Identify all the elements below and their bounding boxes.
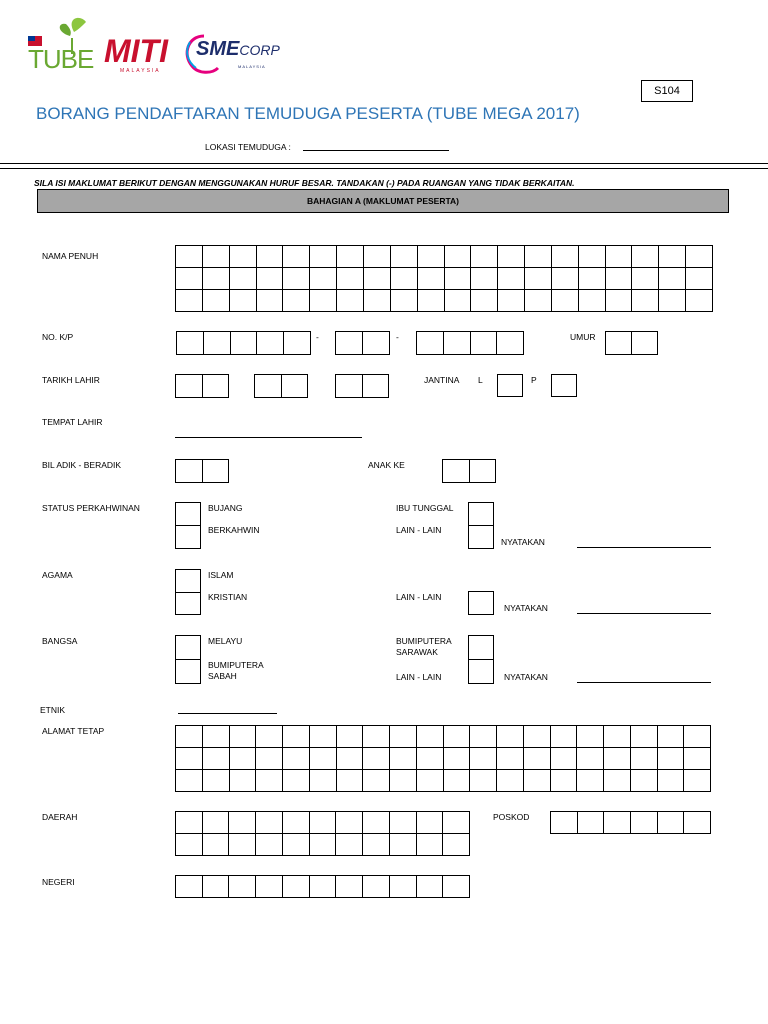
char-box[interactable] — [552, 246, 579, 268]
char-box[interactable] — [471, 268, 498, 290]
no-kp-dash-2: - — [396, 332, 399, 342]
char-box[interactable] — [230, 726, 257, 748]
char-box[interactable] — [632, 332, 658, 355]
char-box[interactable] — [363, 375, 390, 398]
char-box[interactable] — [336, 834, 363, 856]
char-box[interactable] — [176, 375, 203, 398]
jantina-l-checkbox[interactable] — [497, 374, 523, 397]
status-label: STATUS PERKAHWINAN — [42, 503, 140, 513]
tarikh-lahir-label: TARIKH LAHIR — [42, 375, 100, 385]
char-box[interactable] — [497, 332, 524, 355]
char-box[interactable] — [525, 246, 552, 268]
char-box[interactable] — [604, 726, 631, 748]
bangsa-label: BANGSA — [42, 636, 78, 646]
status-nyatakan-label: NYATAKAN — [501, 537, 545, 547]
char-box[interactable] — [283, 290, 310, 312]
form-title: BORANG PENDAFTARAN TEMUDUGA PESERTA (TUBE MEGA 2017) — [36, 104, 580, 123]
char-box[interactable] — [577, 748, 604, 770]
char-box[interactable] — [417, 726, 444, 748]
char-box[interactable] — [631, 770, 658, 792]
miti-logo — [104, 34, 180, 74]
char-box[interactable] — [283, 834, 310, 856]
char-box[interactable] — [230, 246, 257, 268]
corp-text: CORP — [239, 42, 280, 58]
char-box[interactable] — [579, 290, 606, 312]
char-box[interactable] — [363, 812, 390, 834]
etnik-input[interactable] — [178, 713, 277, 714]
char-box[interactable] — [686, 290, 713, 312]
char-box[interactable] — [418, 246, 445, 268]
char-box[interactable] — [470, 748, 497, 770]
char-box[interactable] — [336, 812, 363, 834]
negeri-grid[interactable] — [175, 875, 470, 898]
char-box[interactable] — [606, 290, 633, 312]
char-box[interactable] — [390, 726, 417, 748]
char-box[interactable] — [229, 876, 256, 898]
bujang-label: BUJANG — [208, 503, 243, 513]
char-box[interactable] — [230, 290, 257, 312]
no-kp-grid-1[interactable] — [176, 331, 311, 355]
agama-lain-checkbox[interactable] — [468, 591, 494, 615]
char-box[interactable] — [204, 332, 231, 355]
char-box[interactable] — [498, 290, 525, 312]
char-box[interactable] — [577, 726, 604, 748]
agama-label: AGAMA — [42, 570, 73, 580]
nama-penuh-grid[interactable] — [175, 245, 713, 312]
char-box[interactable] — [203, 726, 230, 748]
char-box[interactable] — [470, 726, 497, 748]
char-box[interactable] — [445, 246, 472, 268]
alamat-label: ALAMAT TETAP — [42, 726, 105, 736]
char-box[interactable] — [632, 290, 659, 312]
char-box[interactable] — [176, 268, 203, 290]
char-box[interactable] — [524, 748, 551, 770]
char-box[interactable] — [606, 246, 633, 268]
char-box[interactable] — [552, 290, 579, 312]
char-box[interactable] — [337, 290, 364, 312]
char-box[interactable] — [176, 812, 203, 834]
char-box[interactable] — [684, 812, 711, 834]
tube-logo — [26, 14, 102, 74]
no-kp-grid-3[interactable] — [416, 331, 524, 355]
tube-text: TUBE — [28, 44, 94, 74]
section-title: BAHAGIAN A (MAKLUMAT PESERTA) — [306, 196, 460, 206]
berkahwin-checkbox[interactable] — [175, 525, 201, 549]
nama-penuh-label: NAMA PENUH — [42, 251, 99, 261]
char-box[interactable] — [444, 332, 471, 355]
char-box[interactable] — [659, 268, 686, 290]
char-box[interactable] — [631, 812, 658, 834]
char-box[interactable] — [310, 876, 337, 898]
char-box[interactable] — [283, 726, 310, 748]
melayu-checkbox[interactable] — [175, 635, 201, 660]
char-box[interactable] — [417, 332, 444, 355]
tarikh-tahun-grid[interactable] — [335, 374, 389, 398]
ibu-tunggal-label: IBU TUNGGAL — [396, 503, 454, 513]
char-box[interactable] — [230, 748, 257, 770]
char-box[interactable] — [579, 246, 606, 268]
kristian-label: KRISTIAN — [208, 592, 248, 602]
char-box[interactable] — [256, 770, 283, 792]
char-box[interactable] — [363, 834, 390, 856]
char-box[interactable] — [203, 246, 230, 268]
char-box[interactable] — [471, 246, 498, 268]
jantina-label: JANTINA — [424, 375, 460, 385]
char-box[interactable] — [391, 290, 418, 312]
char-box[interactable] — [524, 726, 551, 748]
char-box[interactable] — [659, 246, 686, 268]
islam-checkbox[interactable] — [175, 569, 201, 593]
char-box[interactable] — [310, 770, 337, 792]
char-box[interactable] — [257, 246, 284, 268]
bumi-sabah-label: BUMIPUTERA SABAH — [208, 660, 264, 681]
char-box[interactable] — [364, 246, 391, 268]
char-box[interactable] — [417, 876, 444, 898]
agama-lain-label: LAIN - LAIN — [396, 592, 442, 602]
char-box[interactable] — [606, 332, 632, 355]
instruction-text: SILA ISI MAKLUMAT BERIKUT DENGAN MENGGUNAKAN HURUF BESAR. TANDAKAN (-) PADA RUANGAN YANG TIDAK BERKAITAN. — [34, 178, 575, 188]
char-box[interactable] — [256, 876, 283, 898]
char-box[interactable] — [203, 834, 230, 856]
tarikh-bulan-grid[interactable] — [254, 374, 308, 398]
char-box[interactable] — [310, 726, 337, 748]
char-box[interactable] — [525, 290, 552, 312]
char-box[interactable] — [364, 268, 391, 290]
char-box[interactable] — [444, 726, 471, 748]
char-box[interactable] — [229, 812, 256, 834]
daerah-label: DAERAH — [42, 812, 78, 822]
char-box[interactable] — [176, 770, 203, 792]
char-box[interactable] — [283, 748, 310, 770]
no-kp-dash-1: - — [316, 332, 319, 342]
char-box[interactable] — [390, 748, 417, 770]
poskod-label: POSKOD — [493, 812, 530, 822]
char-box[interactable] — [445, 290, 472, 312]
char-box[interactable] — [337, 268, 364, 290]
char-box[interactable] — [497, 748, 524, 770]
umur-grid[interactable] — [605, 331, 658, 355]
char-box[interactable] — [497, 726, 524, 748]
berkahwin-label: BERKAHWIN — [208, 525, 260, 535]
char-box[interactable] — [604, 748, 631, 770]
char-box[interactable] — [658, 726, 685, 748]
char-box[interactable] — [631, 748, 658, 770]
char-box[interactable] — [282, 375, 309, 398]
bangsa-nyatakan-label: NYATAKAN — [504, 672, 548, 682]
char-box[interactable] — [336, 375, 363, 398]
char-box[interactable] — [551, 770, 578, 792]
char-box[interactable] — [363, 876, 390, 898]
char-box[interactable] — [659, 290, 686, 312]
char-box[interactable] — [336, 876, 363, 898]
char-box[interactable] — [310, 834, 337, 856]
char-box[interactable] — [310, 268, 337, 290]
char-box[interactable] — [686, 268, 713, 290]
char-box[interactable] — [176, 460, 203, 483]
char-box[interactable] — [443, 460, 470, 483]
jantina-l-label: L — [478, 375, 483, 385]
char-box[interactable] — [336, 332, 363, 355]
char-box[interactable] — [363, 748, 390, 770]
char-box[interactable] — [498, 246, 525, 268]
char-box[interactable] — [230, 268, 257, 290]
char-box[interactable] — [551, 726, 578, 748]
char-box[interactable] — [176, 246, 203, 268]
char-box[interactable] — [229, 834, 256, 856]
char-box[interactable] — [443, 876, 470, 898]
char-box[interactable] — [417, 748, 444, 770]
char-box[interactable] — [443, 812, 470, 834]
char-box[interactable] — [231, 332, 258, 355]
status-lain-checkbox[interactable] — [468, 525, 494, 549]
char-box[interactable] — [684, 726, 711, 748]
bangsa-lain-checkbox[interactable] — [468, 659, 494, 684]
char-box[interactable] — [470, 770, 497, 792]
char-box[interactable] — [391, 246, 418, 268]
daerah-grid[interactable] — [175, 811, 470, 856]
char-box[interactable] — [363, 726, 390, 748]
char-box[interactable] — [203, 770, 230, 792]
tempat-lahir-input[interactable] — [175, 437, 362, 438]
char-box[interactable] — [310, 246, 337, 268]
bumi-sabah-checkbox[interactable] — [175, 659, 201, 684]
char-box[interactable] — [390, 812, 417, 834]
char-box[interactable] — [310, 290, 337, 312]
char-box[interactable] — [445, 268, 472, 290]
char-box[interactable] — [578, 812, 605, 834]
char-box[interactable] — [443, 834, 470, 856]
status-lain-label: LAIN - LAIN — [396, 525, 442, 535]
char-box[interactable] — [579, 268, 606, 290]
char-box[interactable] — [364, 290, 391, 312]
char-box[interactable] — [230, 770, 257, 792]
negeri-label: NEGERI — [42, 877, 75, 887]
jantina-p-checkbox[interactable] — [551, 374, 577, 397]
islam-label: ISLAM — [208, 570, 234, 580]
char-box[interactable] — [658, 770, 685, 792]
smecorp-logo — [182, 32, 286, 76]
char-box[interactable] — [390, 876, 417, 898]
char-box[interactable] — [577, 770, 604, 792]
kristian-checkbox[interactable] — [175, 592, 201, 615]
char-box[interactable] — [606, 268, 633, 290]
char-box[interactable] — [684, 770, 711, 792]
form-code: S104 — [654, 85, 680, 97]
char-box[interactable] — [471, 290, 498, 312]
ibu-tunggal-checkbox[interactable] — [468, 502, 494, 526]
char-box[interactable] — [632, 268, 659, 290]
lokasi-label: LOKASI TEMUDUGA : — [205, 142, 291, 152]
char-box[interactable] — [632, 246, 659, 268]
char-box[interactable] — [337, 726, 364, 748]
char-box[interactable] — [203, 375, 230, 398]
lokasi-input[interactable] — [303, 150, 449, 151]
char-box[interactable] — [203, 876, 230, 898]
umur-label: UMUR — [570, 332, 596, 342]
bumi-sarawak-label: BUMIPUTERA SARAWAK — [396, 636, 452, 657]
char-box[interactable] — [256, 834, 283, 856]
char-box[interactable] — [390, 834, 417, 856]
char-box[interactable] — [176, 748, 203, 770]
char-box[interactable] — [525, 268, 552, 290]
char-box[interactable] — [257, 268, 284, 290]
char-box[interactable] — [337, 748, 364, 770]
char-box[interactable] — [470, 460, 497, 483]
tempat-lahir-label: TEMPAT LAHIR — [42, 417, 103, 427]
char-box[interactable] — [631, 726, 658, 748]
char-box[interactable] — [256, 812, 283, 834]
char-box[interactable] — [255, 375, 282, 398]
char-box[interactable] — [177, 332, 204, 355]
char-box[interactable] — [337, 770, 364, 792]
char-box[interactable] — [203, 812, 230, 834]
char-box[interactable] — [551, 812, 578, 834]
form-code-box — [641, 80, 693, 102]
char-box[interactable] — [658, 812, 685, 834]
char-box[interactable] — [203, 460, 230, 483]
jantina-p-label: P — [531, 375, 537, 385]
char-box[interactable] — [418, 268, 445, 290]
char-box[interactable] — [283, 268, 310, 290]
char-box[interactable] — [256, 726, 283, 748]
char-box[interactable] — [417, 834, 444, 856]
char-box[interactable] — [176, 876, 203, 898]
char-box[interactable] — [203, 748, 230, 770]
etnik-label: ETNIK — [40, 705, 66, 715]
agama-nyatakan-input[interactable] — [577, 613, 711, 614]
char-box[interactable] — [391, 268, 418, 290]
char-box[interactable] — [444, 770, 471, 792]
char-box[interactable] — [284, 332, 311, 355]
char-box[interactable] — [417, 770, 444, 792]
anak-ke-label: ANAK KE — [368, 460, 405, 470]
char-box[interactable] — [498, 268, 525, 290]
bil-adik-label: BIL ADIK - BERADIK — [42, 460, 122, 470]
bil-adik-grid[interactable] — [175, 459, 229, 483]
char-box[interactable] — [444, 748, 471, 770]
poskod-grid[interactable] — [550, 811, 711, 834]
char-box[interactable] — [551, 748, 578, 770]
char-box[interactable] — [176, 290, 203, 312]
divider — [0, 163, 768, 164]
char-box[interactable] — [363, 770, 390, 792]
char-box[interactable] — [658, 748, 685, 770]
char-box[interactable] — [203, 268, 230, 290]
tarikh-hari-grid[interactable] — [175, 374, 229, 398]
char-box[interactable] — [471, 332, 498, 355]
char-box[interactable] — [604, 770, 631, 792]
miti-text: MITI — [104, 33, 168, 69]
char-box[interactable] — [684, 748, 711, 770]
bujang-checkbox[interactable] — [175, 502, 201, 526]
no-kp-label: NO. K/P — [42, 332, 74, 342]
char-box[interactable] — [390, 770, 417, 792]
status-nyatakan-input[interactable] — [577, 547, 711, 548]
anak-ke-grid[interactable] — [442, 459, 496, 483]
char-box[interactable] — [257, 290, 284, 312]
bumi-sarawak-checkbox[interactable] — [468, 635, 494, 660]
agama-nyatakan-label: NYATAKAN — [504, 603, 548, 613]
melayu-label: MELAYU — [208, 636, 243, 646]
char-box[interactable] — [283, 770, 310, 792]
char-box[interactable] — [283, 812, 310, 834]
char-box[interactable] — [524, 770, 551, 792]
char-box[interactable] — [686, 246, 713, 268]
section-header — [37, 189, 729, 213]
char-box[interactable] — [256, 748, 283, 770]
char-box[interactable] — [257, 332, 284, 355]
char-box[interactable] — [552, 268, 579, 290]
sme-sub: MALAYSIA — [238, 64, 266, 69]
char-box[interactable] — [417, 812, 444, 834]
char-box[interactable] — [203, 290, 230, 312]
bangsa-nyatakan-input[interactable] — [577, 682, 711, 683]
sme-text: SME — [196, 38, 240, 60]
no-kp-grid-2[interactable] — [335, 331, 390, 355]
char-box[interactable] — [337, 246, 364, 268]
char-box[interactable] — [310, 812, 337, 834]
bangsa-lain-label: LAIN - LAIN — [396, 672, 442, 682]
char-box[interactable] — [283, 876, 310, 898]
char-box[interactable] — [418, 290, 445, 312]
char-box[interactable] — [497, 770, 524, 792]
miti-sub: MALAYSIA — [120, 68, 161, 74]
char-box[interactable] — [604, 812, 631, 834]
char-box[interactable] — [283, 246, 310, 268]
char-box[interactable] — [176, 834, 203, 856]
divider — [0, 168, 768, 169]
char-box[interactable] — [363, 332, 390, 355]
char-box[interactable] — [176, 726, 203, 748]
alamat-grid[interactable] — [175, 725, 711, 792]
char-box[interactable] — [310, 748, 337, 770]
